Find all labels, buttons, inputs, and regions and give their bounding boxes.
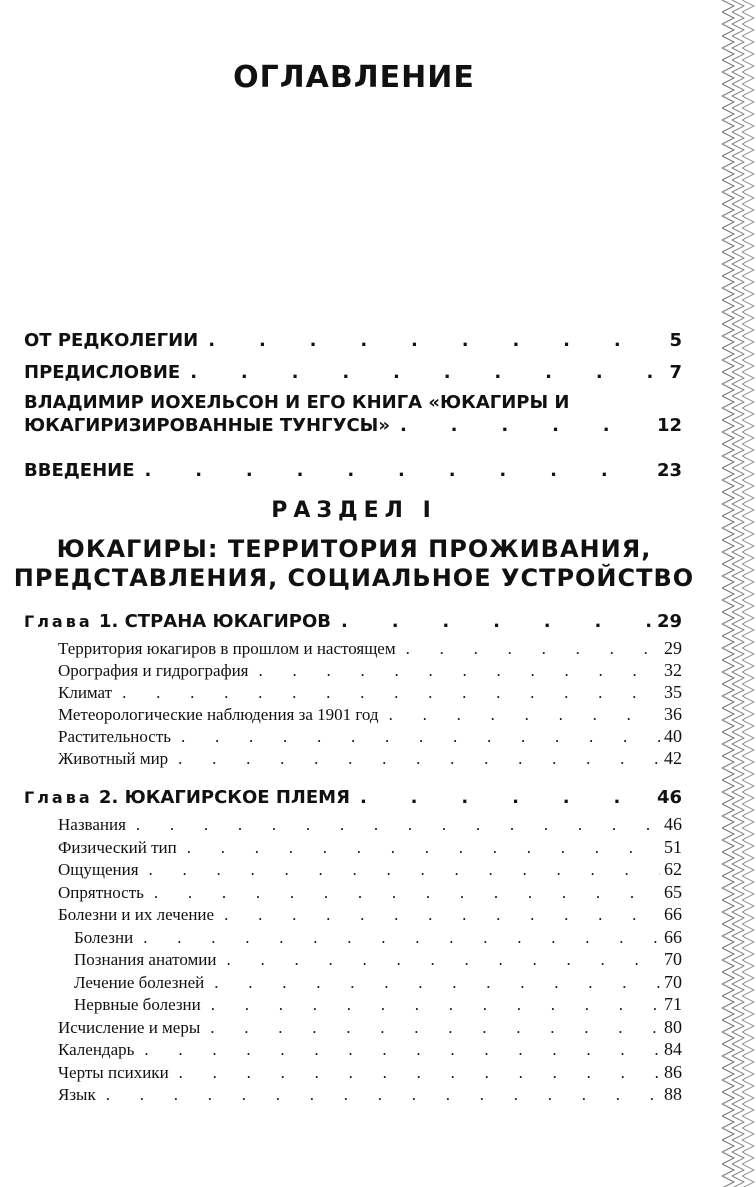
toc-subentry-page: 70 <box>664 971 682 992</box>
toc-subentry-page: 46 <box>664 814 682 834</box>
toc-subentry-page: 51 <box>664 836 682 857</box>
section-title-line2: ПРЕДСТАВЛЕНИЯ, СОЦИАЛЬНОЕ УСТРОЙСТВО <box>13 564 695 592</box>
toc-subentry-label: Растительность <box>58 727 172 746</box>
toc-subentry-page: 40 <box>664 726 682 746</box>
dot-leader <box>181 727 660 747</box>
toc-entry <box>24 460 682 481</box>
chapter-number: 1. <box>98 611 119 632</box>
toc-subentry <box>58 748 682 769</box>
toc-entry-page: 7 <box>669 362 682 383</box>
toc-entry-page: 12 <box>656 415 682 436</box>
section-label: РАЗДЕЛ I <box>271 498 437 523</box>
toc-subentry-page: 71 <box>664 994 682 1014</box>
toc-subentry <box>58 837 682 858</box>
toc-subentry-page: 42 <box>664 748 682 768</box>
toc-subentry <box>58 904 682 925</box>
toc-subentry-label: Опрятность <box>58 882 144 902</box>
toc-subentry-label: Исчисление и меры <box>58 1017 201 1037</box>
toc-subentry-page: 84 <box>664 1039 682 1059</box>
toc-subentry <box>58 682 682 703</box>
chapter-prefix: Глава <box>24 612 93 631</box>
dot-leader <box>190 362 660 383</box>
toc-subentry-page: 66 <box>664 926 682 947</box>
toc-entry-label: ВВЕДЕНИЕ <box>24 460 135 481</box>
toc-subentry-label: Язык <box>58 1085 96 1104</box>
dot-leader <box>341 611 653 632</box>
toc-entry-page: 23 <box>656 460 682 481</box>
toc-subentry <box>58 1084 682 1105</box>
toc-subentry-label: Болезни и их лечение <box>58 905 215 924</box>
toc-subentry-label: Календарь <box>58 1040 135 1059</box>
toc-subentry-label: Территория юкагиров в прошлом и настоящем <box>58 639 396 658</box>
toc-subentry-page: 70 <box>664 949 682 969</box>
toc-subentry <box>58 1039 682 1060</box>
dot-leader <box>143 928 660 948</box>
toc-entry-label: ОТ РЕДКОЛЕГИИ <box>24 330 199 351</box>
toc-entry <box>24 330 682 351</box>
dot-leader <box>406 639 660 659</box>
toc-subentry <box>58 1017 682 1038</box>
toc-subentry-label: Орография и гидрография <box>58 661 249 680</box>
toc-subentry-label: Познания анатомии <box>74 950 217 969</box>
toc-subentry-page: 80 <box>664 1016 682 1037</box>
chapter-prefix: Глава <box>24 788 93 807</box>
dot-leader <box>210 1018 660 1038</box>
section-title-line1: ЮКАГИРЫ: ТЕРРИТОРИЯ ПРОЖИВАНИЯ, <box>56 535 652 563</box>
toc-subentry-page: 29 <box>664 638 682 658</box>
toc-subentry <box>74 949 682 970</box>
toc-subentry-label: Лечение болезней <box>74 972 205 992</box>
dot-leader <box>144 1040 660 1060</box>
toc-entry <box>24 415 682 436</box>
toc-subentry <box>58 882 682 903</box>
toc-subentry <box>74 927 682 948</box>
toc-subentry-label: Животный мир <box>58 749 169 768</box>
toc-subentry <box>58 814 682 835</box>
toc-subentry-label: Физический тип <box>58 837 177 857</box>
toc-subentry <box>58 1062 682 1083</box>
toc-subentry-label: Ощущения <box>58 860 139 879</box>
dot-leader <box>208 330 660 351</box>
dot-leader <box>154 883 660 903</box>
toc-subentry-label: Болезни <box>74 927 134 947</box>
toc-subentry-label: Черты психики <box>58 1062 169 1082</box>
toc-subentry <box>58 726 682 747</box>
dot-leader <box>389 705 660 725</box>
dot-leader <box>214 973 660 993</box>
toc-subentry <box>74 972 682 993</box>
dot-leader <box>178 749 660 769</box>
toc-subentry-page: 32 <box>664 660 682 680</box>
dot-leader <box>122 683 660 703</box>
toc-subentry <box>74 994 682 1015</box>
dot-leader <box>226 950 660 970</box>
toc-subentry <box>58 660 682 681</box>
toc-entry-label-line1: ВЛАДИМИР ИОХЕЛЬСОН И ЕГО КНИГА «ЮКАГИРЫ И <box>24 392 570 413</box>
dot-leader <box>259 661 661 681</box>
chapter-page: 29 <box>656 611 682 632</box>
chapter-heading <box>24 611 682 632</box>
toc-subentry <box>58 859 682 880</box>
toc-subentry-page: 35 <box>664 682 682 702</box>
chapter-title: СТРАНА ЮКАГИРОВ <box>124 611 331 632</box>
toc-entry-label: ПРЕДИСЛОВИЕ <box>24 362 181 383</box>
toc-subentry-page: 66 <box>664 904 682 924</box>
toc-entry <box>24 362 682 383</box>
chapter-heading <box>24 787 682 808</box>
dot-leader <box>360 787 653 808</box>
decorative-border <box>716 0 756 1187</box>
chapter-number: 2. <box>98 787 119 808</box>
dot-leader <box>149 860 660 880</box>
toc-entry-label-line2: ЮКАГИРИЗИРОВАННЫЕ ТУНГУСЫ» <box>24 415 390 436</box>
dot-leader <box>145 460 653 481</box>
toc-entry-page: 5 <box>669 330 682 351</box>
toc-subentry-page: 62 <box>664 859 682 879</box>
dot-leader <box>187 838 660 858</box>
toc-subentry-label: Климат <box>58 683 113 702</box>
dot-leader <box>224 905 660 925</box>
toc-subentry-page: 65 <box>664 881 682 902</box>
dot-leader <box>211 995 660 1015</box>
dot-leader <box>400 415 653 436</box>
toc-subentry <box>58 638 682 659</box>
toc-subentry-label: Метеорологические наблюдения за 1901 год <box>58 705 379 724</box>
dot-leader <box>106 1085 660 1105</box>
dot-leader <box>136 815 660 835</box>
chapter-page: 46 <box>656 787 682 808</box>
dot-leader <box>179 1063 660 1083</box>
page-title: ОГЛАВЛЕНИЕ <box>233 60 475 95</box>
toc-subentry-label: Нервные болезни <box>74 995 201 1014</box>
chapter-title: ЮКАГИРСКОЕ ПЛЕМЯ <box>124 787 350 808</box>
toc-subentry <box>58 704 682 725</box>
toc-subentry-page: 36 <box>664 704 682 724</box>
toc-subentry-page: 88 <box>664 1084 682 1104</box>
toc-subentry-page: 86 <box>664 1061 682 1082</box>
toc-subentry-label: Названия <box>58 815 126 834</box>
